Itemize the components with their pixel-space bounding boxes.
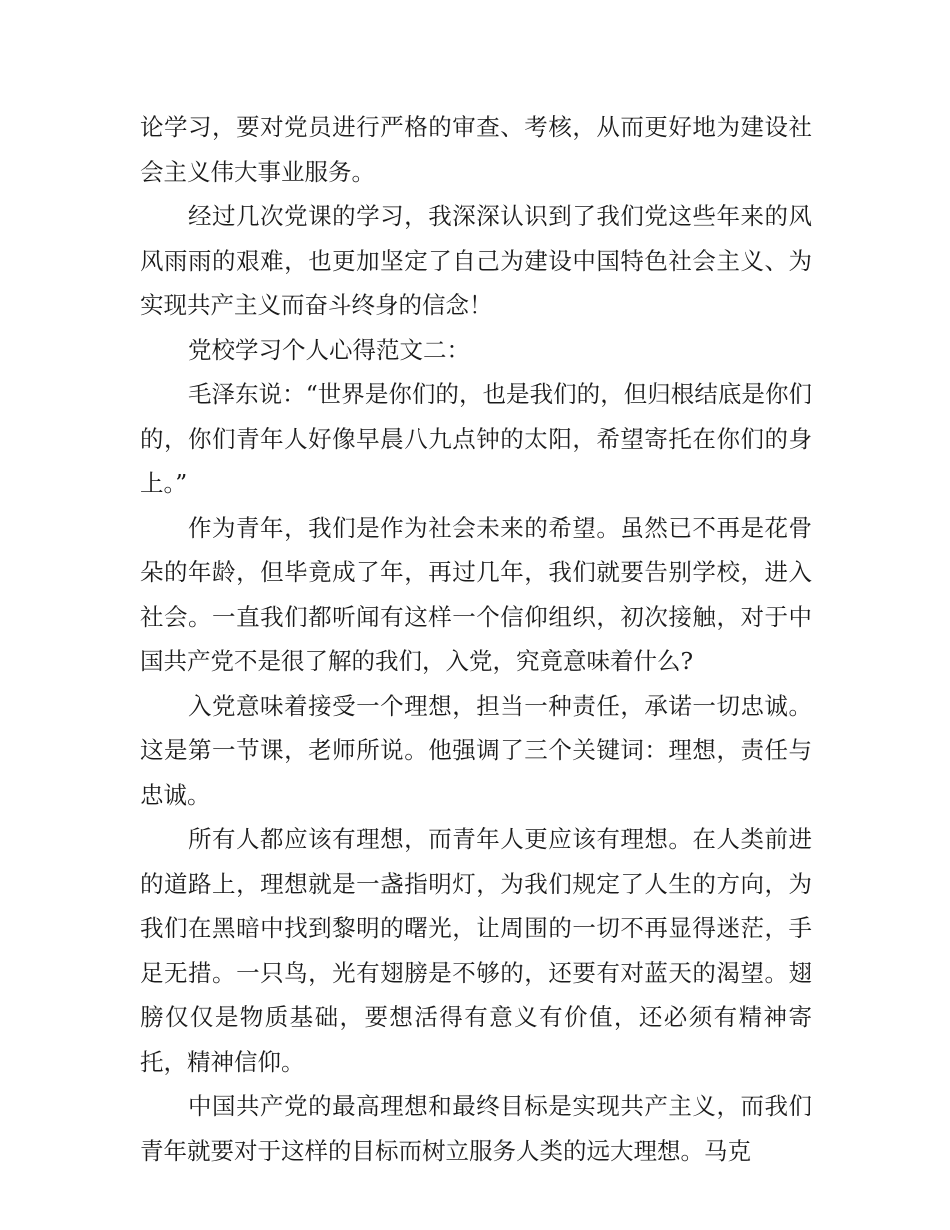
document-body — [140, 105, 812, 1173]
paragraph: 经过几次党课的学习，我深深认识到了我们党这些年来的风风雨雨的艰难，也更加坚定了自己为建设中国特色社会主义、为实现共产主义而奋斗终身的信念！ — [140, 202, 812, 319]
paragraph-continuation: 论学习，要对党员进行严格的审查、考核，从而更好地为建设社会主义伟大事业服务。 — [140, 113, 812, 186]
paragraph: 作为青年，我们是作为社会未来的希望。虽然已不再是花骨朵的年龄，但毕竟成了年，再过几年，我们就要告别学校，进入社会。一直我们都听闻有这样一个信仰组织，初次接触，对于中国共产党不是很了解的我们，入党，究竟意味着什么? — [140, 513, 812, 675]
paragraph-quote: 毛泽东说：“世界是你们的，也是我们的，但归根结底是你们的，你们青年人好像早晨八九点钟的太阳，希望寄托在你们的身上。” — [140, 380, 812, 497]
section-heading: 党校学习个人心得范文二： — [188, 335, 470, 364]
paragraph: 所有人都应该有理想，而青年人更应该有理想。在人类前进的道路上，理想就是一盏指明灯，为我们规定了人生的方向，为我们在黑暗中找到黎明的曙光，让周围的一切不再显得迷茫，手足无措。一只鸟，光有翅膀是不够的，还要有对蓝天的渴望。翅膀仅仅是物质基础，要想活得有意义有价值，还必须有精神寄托，精神信仰。 — [140, 825, 812, 1076]
paragraph: 入党意味着接受一个理想，担当一种责任，承诺一切忠诚。这是第一节课，老师所说。他强调了三个关键词：理想，责任与忠诚。 — [140, 691, 812, 809]
paragraph: 中国共产党的最高理想和最终目标是实现共产主义，而我们青年就要对于这样的目标而树立服务人类的远大理想。马克 — [140, 1092, 812, 1165]
